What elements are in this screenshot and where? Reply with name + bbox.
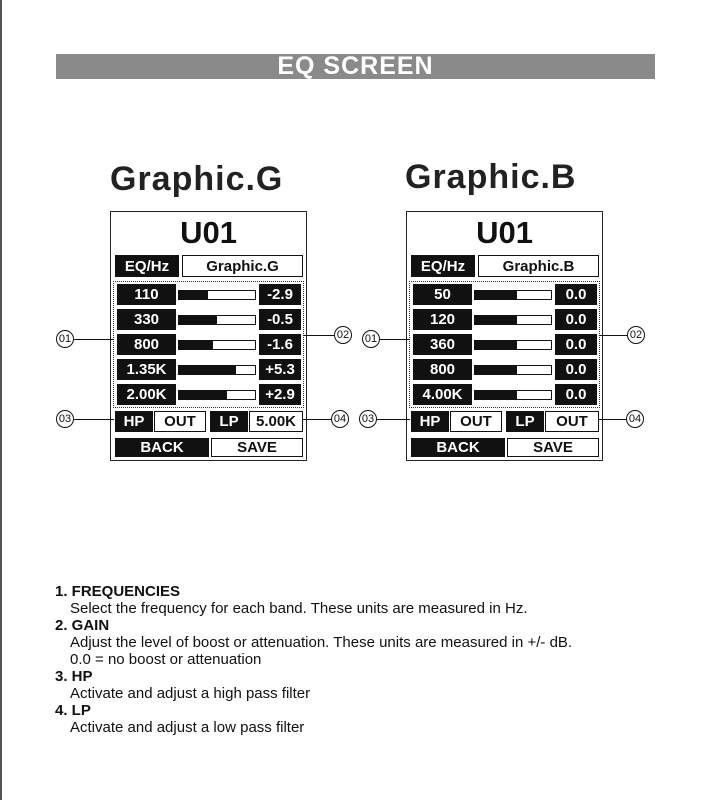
callout-leader-line — [74, 419, 114, 420]
band-gain-slider[interactable] — [474, 290, 552, 300]
hp-value[interactable]: OUT — [450, 411, 502, 432]
band-gain-slider[interactable] — [178, 315, 256, 325]
section-header — [56, 54, 655, 79]
callout-leader-line — [599, 419, 626, 420]
band-frequency[interactable]: 2.00K — [117, 384, 176, 405]
lp-value[interactable]: 5.00K — [249, 411, 303, 432]
band-gain-value[interactable]: 0.0 — [555, 284, 597, 305]
slider-fill — [475, 316, 517, 324]
preset-name: U01 — [180, 215, 237, 250]
band-gain-value[interactable]: -2.9 — [259, 284, 301, 305]
callout-gain: 02 — [334, 326, 352, 344]
eq-screen — [406, 211, 603, 461]
callout-leader-line — [377, 419, 410, 420]
back-button[interactable]: BACK — [115, 438, 209, 457]
band-gain-value[interactable]: +5.3 — [259, 359, 301, 380]
callout-leader-line — [303, 335, 334, 336]
hp-value[interactable]: OUT — [154, 411, 206, 432]
band-gain-value[interactable]: +2.9 — [259, 384, 301, 405]
desc-term: 3. HP — [55, 668, 93, 685]
band-frequency[interactable]: 120 — [413, 309, 472, 330]
band-gain-value[interactable]: 0.0 — [555, 334, 597, 355]
eq-label: EQ/Hz — [115, 255, 179, 277]
preset-name: U01 — [476, 215, 533, 250]
band-gain-slider[interactable] — [474, 340, 552, 350]
panel-title: Graphic.B — [405, 158, 577, 196]
band-gain-slider[interactable] — [474, 315, 552, 325]
band-gain-slider[interactable] — [178, 365, 256, 375]
slider-fill — [179, 341, 213, 349]
band-gain-slider[interactable] — [178, 390, 256, 400]
callout-leader-line — [599, 335, 627, 336]
band-frequency[interactable]: 50 — [413, 284, 472, 305]
description-list — [55, 583, 572, 736]
eq-type-field[interactable]: Graphic.G — [182, 255, 303, 277]
band-frequency[interactable]: 330 — [117, 309, 176, 330]
slider-fill — [475, 341, 517, 349]
section-title: EQ SCREEN — [277, 52, 434, 80]
band-gain-value[interactable]: -1.6 — [259, 334, 301, 355]
page-edge-rule — [0, 0, 2, 800]
desc-term: 1. FREQUENCIES — [55, 583, 181, 600]
lp-value[interactable]: OUT — [545, 411, 599, 432]
desc-gain — [55, 617, 572, 668]
slider-fill — [475, 291, 517, 299]
panel-title: Graphic.G — [110, 160, 284, 198]
slider-fill — [179, 366, 236, 374]
callout-hp: 03 — [359, 410, 377, 428]
band-frequency[interactable]: 1.35K — [117, 359, 176, 380]
back-button[interactable]: BACK — [411, 438, 505, 457]
band-gain-slider[interactable] — [178, 340, 256, 350]
callout-leader-line — [380, 339, 410, 340]
lp-label: LP — [506, 411, 544, 432]
band-gain-slider[interactable] — [178, 290, 256, 300]
desc-frequencies — [55, 583, 572, 617]
slider-fill — [179, 316, 217, 324]
band-gain-value[interactable]: 0.0 — [555, 309, 597, 330]
eq-type-field[interactable]: Graphic.B — [478, 255, 599, 277]
desc-text: 0.0 = no boost or attenuation — [70, 651, 262, 668]
band-gain-value[interactable]: 0.0 — [555, 359, 597, 380]
band-frequency[interactable]: 110 — [117, 284, 176, 305]
callout-hp: 03 — [56, 410, 74, 428]
slider-fill — [475, 366, 517, 374]
band-gain-slider[interactable] — [474, 390, 552, 400]
callout-leader-line — [74, 339, 114, 340]
desc-text: Adjust the level of boost or attenuation. These units are measured in +/- dB. — [70, 634, 573, 651]
eq-screen — [110, 211, 307, 461]
desc-text: Activate and adjust a low pass filter — [70, 719, 305, 736]
save-button[interactable]: SAVE — [211, 438, 303, 457]
desc-lp — [55, 702, 572, 736]
desc-text: Activate and adjust a high pass filter — [70, 685, 311, 702]
lp-label: LP — [210, 411, 248, 432]
callout-frequencies: 01 — [56, 330, 74, 348]
callout-lp: 04 — [331, 410, 349, 428]
band-frequency[interactable]: 800 — [117, 334, 176, 355]
desc-term: 2. GAIN — [55, 617, 110, 634]
callout-lp: 04 — [626, 410, 644, 428]
callout-frequencies: 01 — [362, 330, 380, 348]
desc-text: Select the frequency for each band. These units are measured in Hz. — [70, 600, 528, 617]
band-frequency[interactable]: 800 — [413, 359, 472, 380]
band-gain-slider[interactable] — [474, 365, 552, 375]
slider-fill — [475, 391, 517, 399]
band-gain-value[interactable]: 0.0 — [555, 384, 597, 405]
callout-leader-line — [303, 419, 331, 420]
slider-fill — [179, 391, 227, 399]
desc-term: 4. LP — [55, 702, 91, 719]
desc-hp — [55, 668, 572, 702]
hp-label: HP — [411, 411, 449, 432]
save-button[interactable]: SAVE — [507, 438, 599, 457]
hp-label: HP — [115, 411, 153, 432]
band-frequency[interactable]: 360 — [413, 334, 472, 355]
slider-fill — [179, 291, 208, 299]
band-frequency[interactable]: 4.00K — [413, 384, 472, 405]
eq-label: EQ/Hz — [411, 255, 475, 277]
band-gain-value[interactable]: -0.5 — [259, 309, 301, 330]
callout-gain: 02 — [627, 326, 645, 344]
